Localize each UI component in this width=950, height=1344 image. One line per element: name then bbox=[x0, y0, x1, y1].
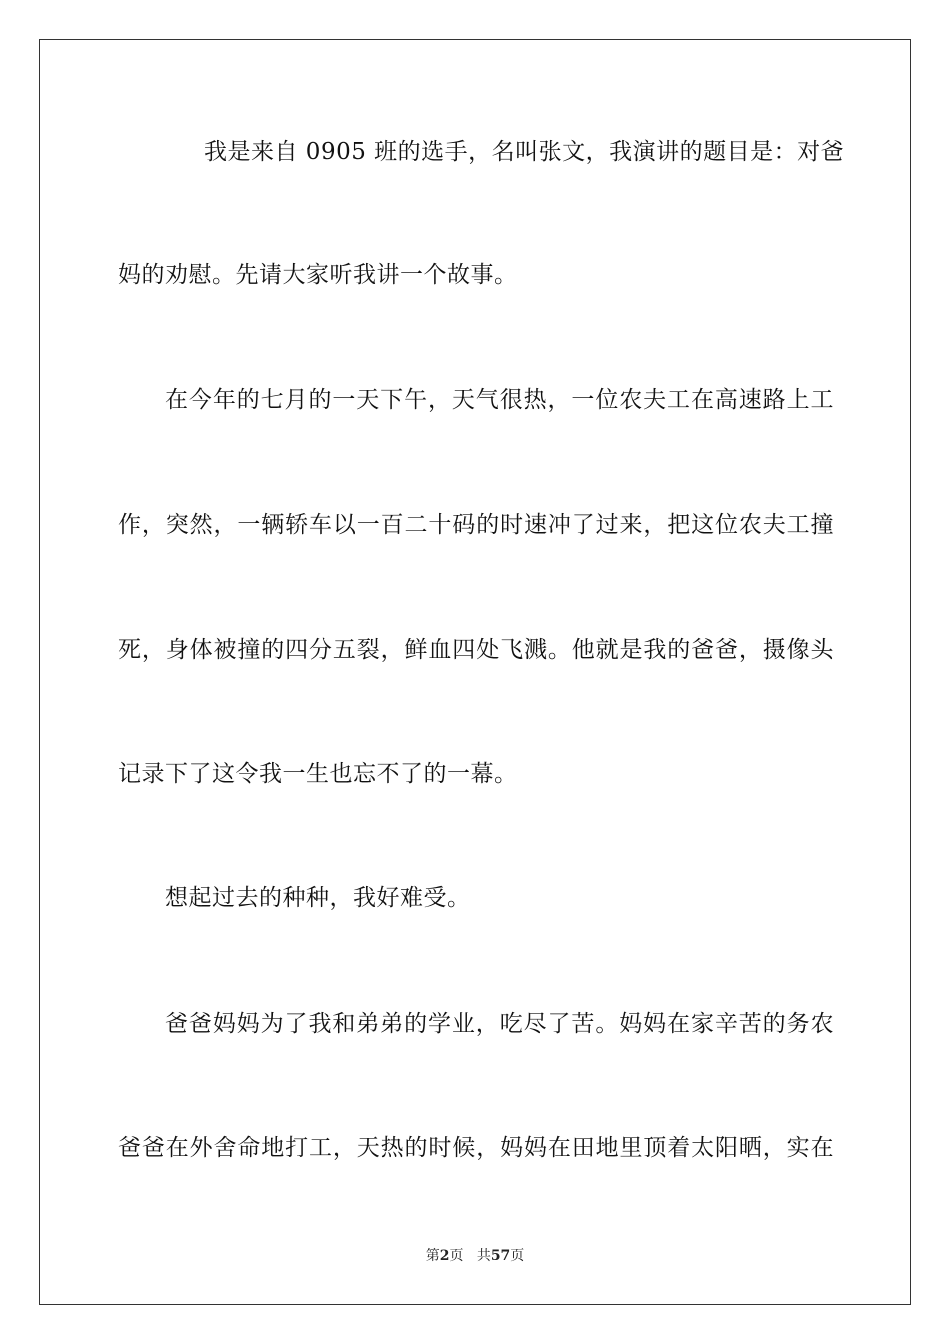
footer-prefix: 第 bbox=[425, 1248, 440, 1264]
paragraph-line-9: 爸爸在外舍命地打工，天热的时候，妈妈在田地里顶着太阳晒，实在 bbox=[118, 1135, 834, 1161]
paragraph-line-4: 作，突然，一辆轿车以一百二十码的时速冲了过来，把这位农夫工撞 bbox=[118, 512, 834, 538]
footer-page-number: 2 bbox=[439, 1248, 450, 1264]
paragraph-line-7: 想起过去的种种，我好难受。 bbox=[165, 885, 471, 911]
footer-total-prefix: 共 bbox=[476, 1248, 491, 1264]
paragraph-line-8: 爸爸妈妈为了我和弟弟的学业，吃尽了苦。妈妈在家辛苦的务农 bbox=[165, 1011, 834, 1037]
paragraph-line-5: 死，身体被撞的四分五裂，鲜血四处飞溅。他就是我的爸爸，摄像头 bbox=[118, 637, 834, 663]
paragraph-line-2: 妈的劝慰。先请大家听我讲一个故事。 bbox=[118, 262, 518, 288]
footer-page-suffix: 页 bbox=[449, 1248, 464, 1264]
paragraph-line-6: 记录下了这令我一生也忘不了的一幕。 bbox=[118, 761, 518, 787]
footer-total-pages: 57 bbox=[490, 1248, 511, 1264]
paragraph-line-1: 我是来自 0905 班的选手，名叫张文，我演讲的题目是：对爸 bbox=[204, 139, 845, 165]
paragraph-line-3: 在今年的七月的一天下午，天气很热，一位农夫工在高速路上工 bbox=[165, 387, 834, 413]
page-footer bbox=[0, 1246, 950, 1266]
page-border bbox=[39, 39, 911, 1305]
footer-total-suffix: 页 bbox=[510, 1248, 525, 1264]
